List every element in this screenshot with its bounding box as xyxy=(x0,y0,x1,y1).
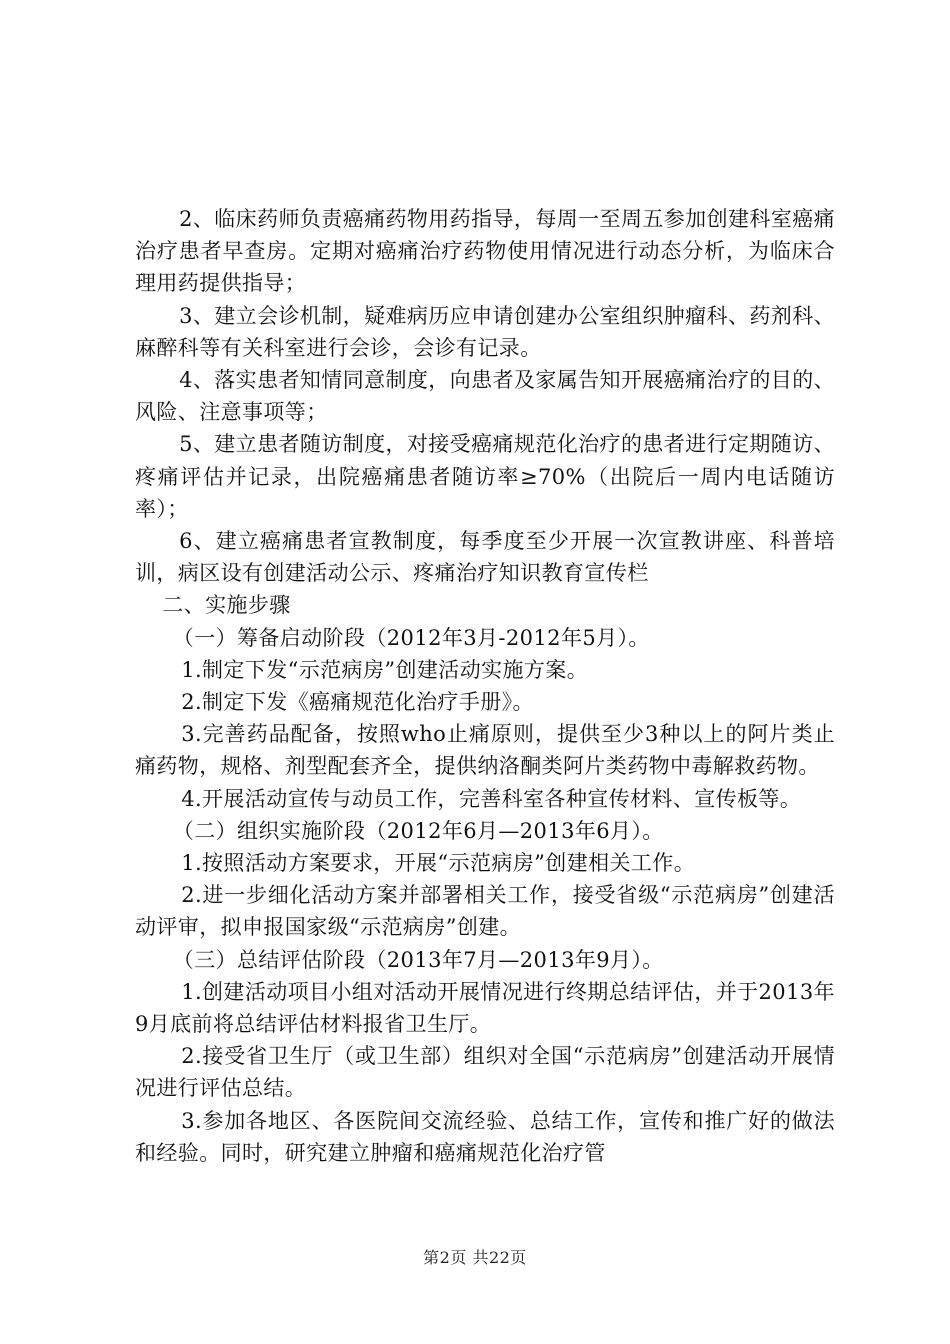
document-body xyxy=(135,203,835,1169)
list-item: 1.制定下发“示范病房”创建活动实施方案。 xyxy=(181,657,589,682)
section-heading-implementation-steps: 二、实施步骤 xyxy=(162,593,291,618)
paragraph-patient-education: 6、建立癌痛患者宣教制度，每季度至少开展一次宣教讲座、科普培训，病区设有创建活动公示、疼痛治疗知识教育宣传栏 xyxy=(135,529,835,586)
paragraph-follow-up-system: 5、建立患者随访制度，对接受癌痛规范化治疗的患者进行定期随访、疼痛评估并记录，出院癌痛患者随访率≥70%（出院后一周内电话随访率）； xyxy=(135,432,835,521)
paragraph-informed-consent: 4、落实患者知情同意制度，向患者及家属告知开展癌痛治疗的目的、风险、注意事项等； xyxy=(135,368,835,425)
page-number-footer: 第2页 共22页 xyxy=(423,1248,527,1267)
stage-heading-preparation: （一）筹备启动阶段（2012年3月-2012年5月）。 xyxy=(172,625,650,650)
list-item: 3.参加各地区、各医院间交流经验、总结工作，宣传和推广好的做法和经验。同时，研究建立肿瘤和癌痛规范化治疗管 xyxy=(135,1108,835,1165)
paragraph-consultation-mechanism: 3、建立会诊机制，疑难病历应申请创建办公室组织肿瘤科、药剂科、麻醉科等有关科室进行会诊，会诊有记录。 xyxy=(135,303,835,360)
stage-heading-implementation: （二）组织实施阶段（2012年6月—2013年6月）。 xyxy=(172,818,664,843)
list-item: 2.制定下发《癌痛规范化治疗手册》。 xyxy=(181,690,534,715)
list-item: 1.创建活动项目小组对活动开展情况进行终期总结评估，并于2013年9月底前将总结评估材料报省卫生厅。 xyxy=(135,979,835,1037)
list-item: 2.接受省卫生厅（或卫生部）组织对全国“示范病房”创建活动开展情况进行评估总结。 xyxy=(135,1044,835,1101)
list-item: 3.完善药品配备，按照who止痛原则，提供至少3种以上的阿片类止痛药物，规格、剂型配套齐全，提供纳洛酮类阿片类药物中毒解救药物。 xyxy=(135,722,835,779)
paragraph-pharmacist-guidance: 2、临床药师负责癌痛药物用药指导，每周一至周五参加创建科室癌痛治疗患者早查房。定期对癌痛治疗药物使用情况进行动态分析，为临床合理用药提供指导； xyxy=(135,207,835,296)
list-item: 2.进一步细化活动方案并部署相关工作，接受省级“示范病房”创建活动评审，拟申报国家级“示范病房”创建。 xyxy=(135,883,835,940)
list-item: 4.开展活动宣传与动员工作，完善科室各种宣传材料、宣传板等。 xyxy=(181,786,802,811)
stage-heading-evaluation: （三）总结评估阶段（2013年7月—2013年9月）。 xyxy=(172,947,664,972)
list-item: 1.按照活动方案要求，开展“示范病房”创建相关工作。 xyxy=(181,851,696,876)
